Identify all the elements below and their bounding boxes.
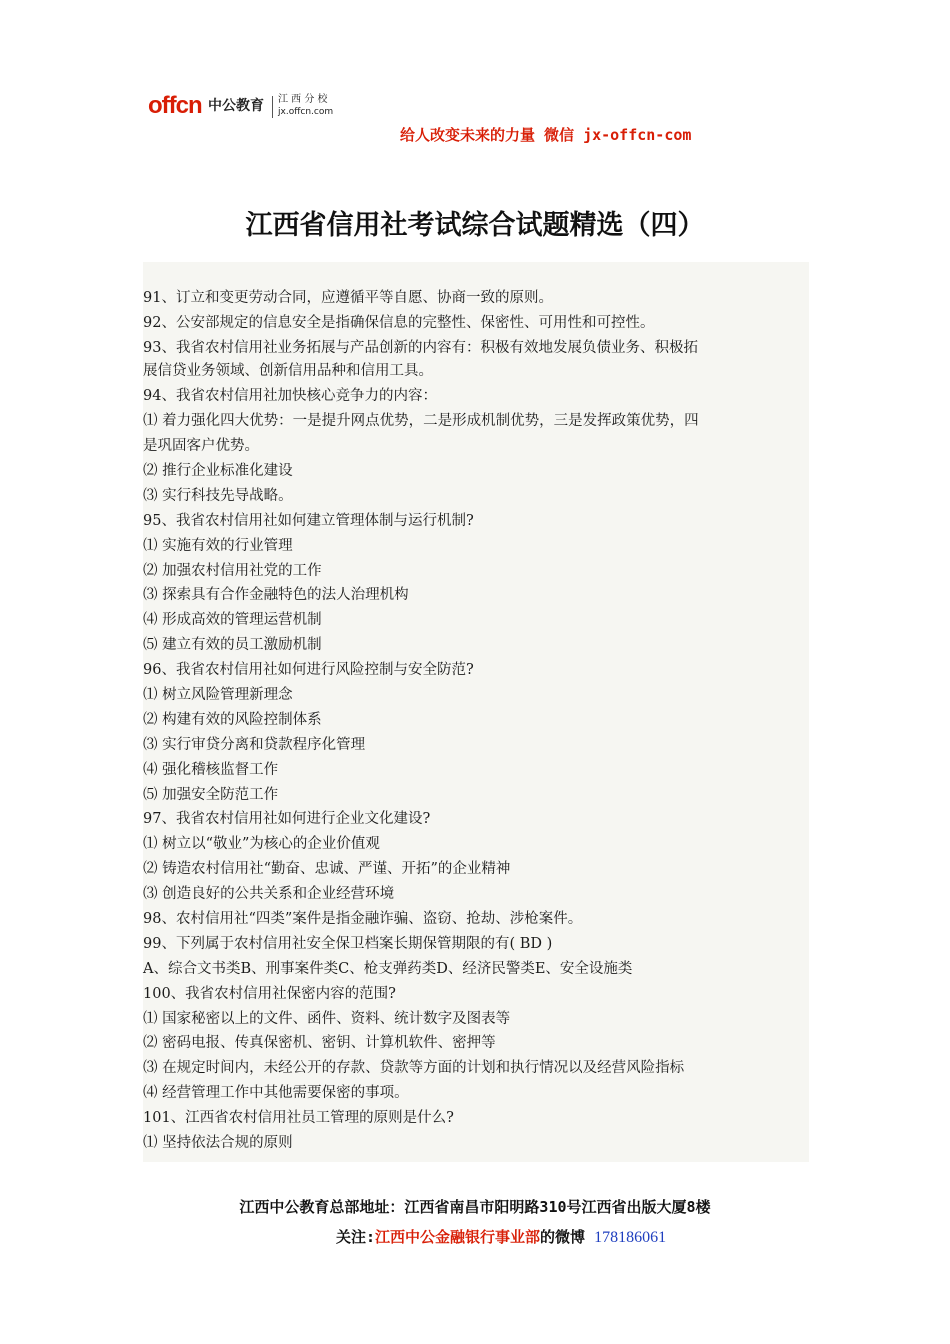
- text-line: 100、我省农村信用社保密内容的范围?: [143, 986, 396, 1002]
- logo-branch: 江 西 分 校: [278, 94, 328, 105]
- text-line: ⑵ 加强农村信用社党的工作: [143, 563, 322, 579]
- text-line: ⑵ 构建有效的风险控制体系: [143, 712, 322, 728]
- footer-address: 江西中公教育总部地址：江西省南昌市阳明路310号江西省出版大厦8楼: [239, 1198, 711, 1216]
- text-line: 98、农村信用社“四类”案件是指金融诈骗、盗窃、抢劫、涉枪案件。: [143, 911, 583, 927]
- text-line: ⑴ 树立以“敬业”为核心的企业价值观: [143, 836, 380, 852]
- text-line: 97、我省农村信用社如何进行企业文化建设?: [143, 811, 431, 827]
- follow-number: 178186061: [594, 1229, 667, 1246]
- text-line: 101、江西省农村信用社员工管理的原则是什么?: [143, 1110, 454, 1126]
- text-line: 展信贷业务领域、创新信用品种和信用工具。: [143, 363, 433, 379]
- text-line: ⑶ 探索具有合作金融特色的法人治理机构: [143, 587, 409, 603]
- text-line: ⑴ 国家秘密以上的文件、函件、资料、统计数字及图表等: [143, 1011, 511, 1027]
- text-line: ⑷ 经营管理工作中其他需要保密的事项。: [143, 1085, 409, 1101]
- text-line: ⑷ 形成高效的管理运营机制: [143, 612, 322, 628]
- logo-domain: jx.offcn.com: [278, 107, 334, 117]
- text-line: ⑶ 创造良好的公共关系和企业经营环境: [143, 886, 395, 902]
- text-line: 91、订立和变更劳动合同，应遵循平等自愿、协商一致的原则。: [143, 290, 553, 306]
- offcn-logo: [148, 92, 338, 122]
- text-line: ⑸ 建立有效的员工激励机制: [143, 637, 322, 653]
- text-line: ⑴ 树立风险管理新理念: [143, 687, 293, 703]
- text-line: 93、我省农村信用社业务拓展与产品创新的内容有：积极有效地发展负债业务、积极拓: [143, 340, 698, 356]
- text-line: ⑵ 铸造农村信用社“勤奋、忠诚、严谨、开拓”的企业精神: [143, 861, 511, 877]
- page-title: 江西省信用社考试综合试题精选（四）: [245, 210, 705, 241]
- header-slogan: 给人改变未来的力量 微信 jx-offcn-com: [400, 126, 692, 144]
- text-line: ⑶ 实行科技先导战略。: [143, 488, 293, 504]
- text-line: A、综合文书类B、刑事案件类C、枪支弹药类D、经济民警类E、安全设施类: [143, 961, 633, 977]
- text-line: ⑵ 密码电报、传真保密机、密钥、计算机软件、密押等: [143, 1035, 496, 1051]
- footer-follow: [336, 1226, 666, 1247]
- text-line: 94、我省农村信用社加快核心竞争力的内容：: [143, 388, 437, 404]
- text-line: 92、公安部规定的信息安全是指确保信息的完整性、保密性、可用性和可控性。: [143, 315, 655, 331]
- text-line: ⑵ 推行企业标准化建设: [143, 463, 293, 479]
- text-line: ⑸ 加强安全防范工作: [143, 787, 279, 803]
- text-line: ⑴ 着力强化四大优势：一是提升网点优势，二是形成机制优势，三是发挥政策优势，四: [143, 413, 699, 429]
- logo-cn-name: 中公教育: [208, 98, 264, 114]
- text-line: ⑷ 强化稽核监督工作: [143, 762, 279, 778]
- text-line: ⑴ 坚持依法合规的原则: [143, 1135, 293, 1151]
- text-line: ⑶ 实行审贷分离和贷款程序化管理: [143, 737, 366, 753]
- text-line: ⑴ 实施有效的行业管理: [143, 538, 293, 554]
- text-line: 99、下列属于农村信用社安全保卫档案长期保管期限的有( BD ): [143, 936, 553, 952]
- text-line: 是巩固客户优势。: [143, 438, 259, 454]
- question-list: [143, 262, 809, 1162]
- follow-account[interactable]: 江西中公金融银行事业部: [375, 1228, 541, 1246]
- text-line: 95、我省农村信用社如何建立管理体制与运行机制?: [143, 513, 474, 529]
- follow-suffix: 的微博: [540, 1228, 595, 1246]
- follow-prefix: 关注:: [336, 1228, 376, 1246]
- logo-divider: [272, 96, 273, 118]
- text-line: ⑶ 在规定时间内，未经公开的存款、贷款等方面的计划和执行情况以及经营风险指标: [143, 1060, 685, 1076]
- text-line: 96、我省农村信用社如何进行风险控制与安全防范?: [143, 662, 474, 678]
- logo-brand: offcn: [148, 92, 202, 119]
